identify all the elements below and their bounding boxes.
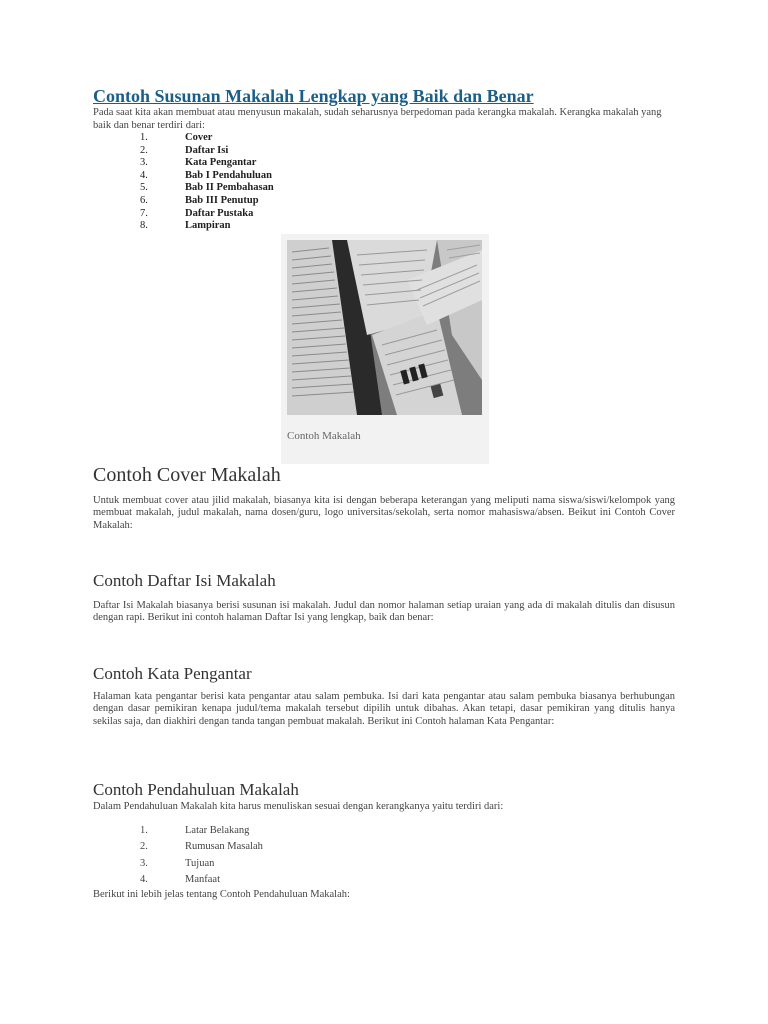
outline-list <box>93 132 675 233</box>
cover-paragraph: Untuk membuat cover atau jilid makalah, biasanya kita isi dengan beberapa keterangan yang meliputi nama siswa/siswi/kelompok yang membuat makalah, judul makalah, nama dosen/guru, logo universitas/sekolah, serta nomor mahasiswa/absen. Beikut ini Contoh Cover Makalah: <box>93 495 675 531</box>
list-item: 4. Bab I Pendahuluan <box>140 169 272 181</box>
makalah-photo[interactable] <box>287 240 482 415</box>
list-item: 4. Manfaat <box>140 873 220 885</box>
list-item: 3. Tujuan <box>140 857 215 869</box>
kata-pengantar-paragraph: Halaman kata pengantar berisi kata pengantar atau salam pembuka. Isi dari kata pengantar atau salam pembuka biasanya berhubungan dengan dasar pemikiran kenapa judul/tema makalah tersebut dipilih untuk dibahas. Akan tetapi, dasar pemikiran yang ditulis hanya sekilas saja, dan diakhiri dengan tanda tangan pembuat makalah. Berikut ini Contoh halaman Kata Pengantar: <box>93 691 675 727</box>
page-title-link[interactable]: Contoh Susunan Makalah Lengkap yang Baik dan Benar <box>93 86 534 106</box>
section-heading-daftar-isi: Contoh Daftar Isi Makalah <box>93 571 276 590</box>
list-item: 5. Bab II Pembahasan <box>140 182 274 194</box>
document-page <box>93 86 675 900</box>
list-item: 2. Rumusan Masalah <box>140 841 263 853</box>
daftar-isi-paragraph: Daftar Isi Makalah biasanya berisi susunan isi makalah. Judul dan nomor halaman setiap uraian yang ada di makalah ditulis dan disusun dengan rapi. Berikut ini contoh halaman Daftar Isi yang lengkap, baik dan benar: <box>93 600 675 624</box>
figure-caption: Contoh Makalah <box>287 430 361 442</box>
list-item: 1. Cover <box>140 132 213 143</box>
section-heading-kata-pengantar: Contoh Kata Pengantar <box>93 664 252 683</box>
pendahuluan-closing: Berikut ini lebih jelas tentang Contoh Pendahuluan Makalah: <box>93 889 350 900</box>
section-heading-pendahuluan: Contoh Pendahuluan Makalah <box>93 780 299 799</box>
intro-paragraph: Pada saat kita akan membuat atau menyusun makalah, sudah seharusnya berpedoman pada kerangka makalah. Kerangka makalah yang baik dan benar terdiri dari: <box>93 107 662 131</box>
list-item: 7. Daftar Pustaka <box>140 207 254 219</box>
section-heading-cover: Contoh Cover Makalah <box>93 464 281 486</box>
pendahuluan-paragraph: Dalam Pendahuluan Makalah kita harus menuliskan sesuai dengan kerangkanya yaitu terdiri dari: <box>93 801 504 812</box>
list-item: 2. Daftar Isi <box>140 144 229 156</box>
list-item: 1. Latar Belakang <box>140 825 250 836</box>
list-item: 3. Kata Pengantar <box>140 157 257 169</box>
list-item: 6. Bab III Penutup <box>140 194 259 206</box>
example-figure <box>281 234 489 464</box>
list-item: 8. Lampiran <box>140 220 231 232</box>
pendahuluan-list <box>93 823 263 888</box>
